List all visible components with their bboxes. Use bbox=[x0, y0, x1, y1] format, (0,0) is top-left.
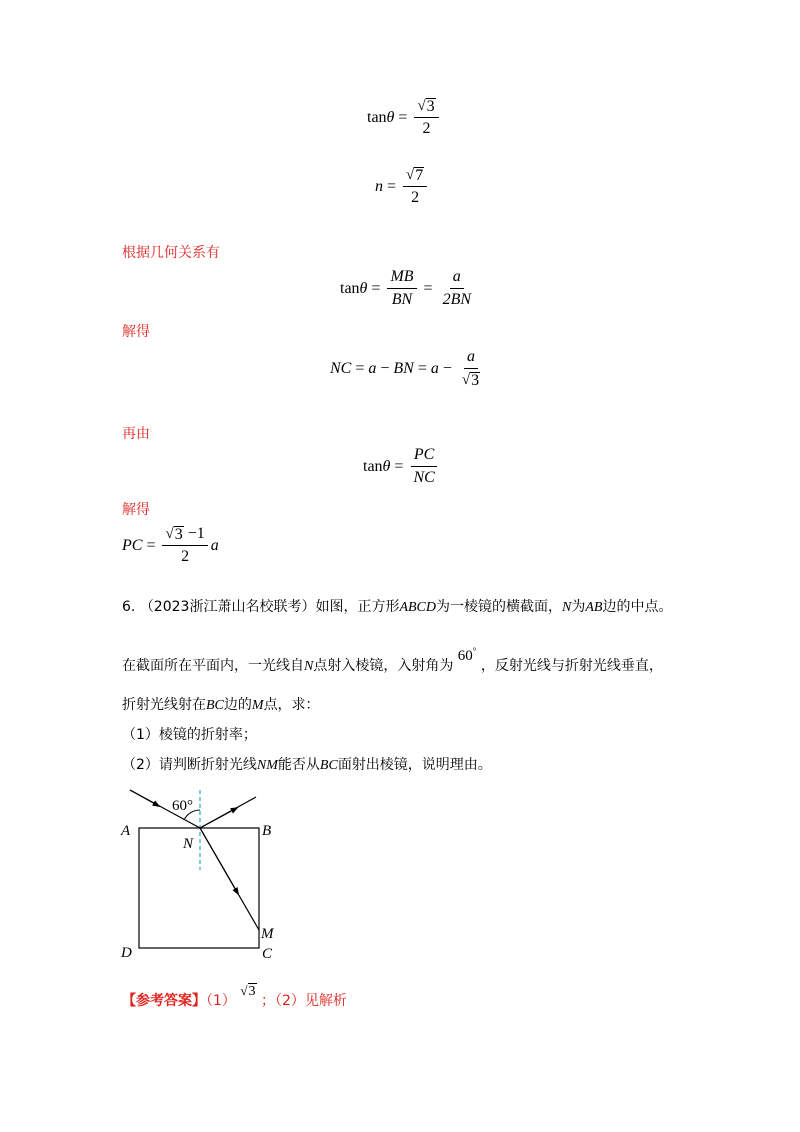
problem-number: 6. bbox=[122, 599, 136, 615]
label-m: M bbox=[261, 926, 274, 942]
var-abcd: ABCD bbox=[399, 600, 437, 615]
radicand: 7 bbox=[415, 167, 424, 184]
eq-theta: θ bbox=[386, 108, 395, 126]
text: （2）请判断折射光线 bbox=[122, 757, 257, 773]
radicand: 3 bbox=[426, 98, 435, 115]
fraction: √ 3 2 bbox=[414, 97, 438, 138]
equation-tan-pc-nc: tan θ = $\frac{PC}{NC}$ bbox=[363, 446, 441, 487]
label-b: B bbox=[262, 823, 272, 839]
question-2 bbox=[122, 755, 722, 776]
equation-n bbox=[375, 166, 430, 207]
radicand: 3 bbox=[471, 372, 480, 389]
answer-tag: 【参考答案】 bbox=[122, 993, 206, 1009]
var-m: M bbox=[251, 698, 264, 713]
denominator: 2BN bbox=[442, 291, 472, 308]
equation-pc: PC = √ 3 −1 2 a bbox=[122, 525, 219, 565]
text: 边的 bbox=[223, 697, 252, 713]
label-d: D bbox=[121, 945, 132, 961]
text: 折射光线射在 bbox=[122, 697, 206, 713]
refracted-arrow bbox=[200, 828, 237, 892]
reflected-arrow bbox=[200, 809, 235, 828]
numerator: PC bbox=[411, 446, 437, 467]
angle-value: 60 bbox=[457, 648, 473, 664]
eq-tan: tan bbox=[340, 279, 360, 297]
degree-symbol: ° bbox=[472, 646, 477, 656]
eq-equals: = bbox=[387, 177, 397, 195]
square-abcd bbox=[139, 828, 259, 948]
fraction bbox=[410, 446, 437, 487]
var-bc: BC bbox=[319, 758, 338, 773]
answer-part-2: （2）见解析 bbox=[274, 993, 347, 1009]
text: 为一棱镜的横截面， bbox=[436, 599, 563, 615]
eq-nc: NC bbox=[330, 359, 352, 377]
radicand: 3 bbox=[174, 526, 183, 543]
label-solve-2: 解得 bbox=[122, 502, 150, 518]
text: ，反射光线与折射光线垂直， bbox=[480, 658, 663, 674]
incident-arrow bbox=[130, 790, 157, 805]
reference-answer bbox=[122, 983, 347, 1010]
eq-a: a bbox=[430, 359, 439, 377]
label-a: A bbox=[121, 823, 131, 839]
eq-equals: = bbox=[398, 108, 408, 126]
radicand: 3 bbox=[248, 984, 256, 999]
eq-a: a bbox=[210, 536, 219, 554]
text: 点，求： bbox=[263, 697, 320, 713]
question-1: （1）棱镜的折射率； bbox=[122, 727, 257, 743]
fraction: a √ 3 bbox=[461, 348, 480, 389]
label-geometry: 根据几何关系有 bbox=[122, 245, 220, 261]
equation-nc: NC = a − BN = a − a √ 3 bbox=[330, 348, 486, 389]
numerator: a bbox=[464, 348, 478, 369]
denominator: NC bbox=[413, 469, 435, 486]
label-again: 再由 bbox=[122, 426, 150, 442]
eq-equals: = bbox=[371, 279, 381, 297]
eq-n: n bbox=[375, 177, 383, 195]
label-n: N bbox=[183, 836, 194, 852]
answer-part-1: （1） bbox=[206, 993, 236, 1009]
numerator: a bbox=[450, 268, 464, 289]
var-n: N bbox=[304, 659, 314, 674]
numerator: MB bbox=[387, 268, 416, 289]
problem-line-2 bbox=[122, 646, 722, 677]
problem-line-3 bbox=[122, 695, 722, 716]
label-angle: 60° bbox=[172, 798, 193, 814]
label-c: C bbox=[262, 946, 273, 962]
var-nm: NM bbox=[256, 758, 278, 773]
text: 如图，正方形 bbox=[315, 599, 400, 615]
denominator: 2 bbox=[422, 120, 431, 137]
denominator: BN bbox=[391, 291, 413, 308]
problem-line-1 bbox=[122, 597, 722, 618]
text: 在截面所在平面内，一光线自 bbox=[122, 658, 304, 674]
numerator-rest: −1 bbox=[183, 525, 205, 542]
equation-tan-theta bbox=[367, 97, 442, 138]
denominator: 2 bbox=[411, 189, 420, 206]
eq-tan: tan bbox=[367, 108, 387, 126]
denominator: 2 bbox=[181, 548, 190, 565]
eq-bn: BN bbox=[393, 359, 414, 377]
var-bc: BC bbox=[206, 698, 224, 713]
eq-a: a bbox=[368, 359, 377, 377]
text: 能否从 bbox=[277, 757, 320, 773]
eq-theta: θ bbox=[359, 279, 368, 297]
fraction bbox=[387, 268, 416, 309]
eq-tan: tan bbox=[363, 457, 383, 475]
eq-equals: = bbox=[423, 279, 433, 297]
fraction: √ 7 2 bbox=[403, 166, 427, 207]
eq-pc: PC bbox=[122, 536, 143, 554]
problem-source: （2023浙江萧山名校联考） bbox=[139, 599, 316, 615]
equation-tan-ratio bbox=[340, 268, 477, 309]
answer-sep: ； bbox=[260, 993, 275, 1009]
var-n: N bbox=[562, 600, 572, 615]
label-solve-1: 解得 bbox=[122, 324, 150, 340]
fraction: √ 3 −1 2 bbox=[162, 525, 207, 566]
fraction bbox=[440, 268, 474, 309]
answer-sqrt: √ 3 bbox=[240, 983, 256, 999]
eq-theta: θ bbox=[382, 457, 391, 475]
text: 为 bbox=[571, 599, 586, 615]
text: 面射出棱镜，说明理由。 bbox=[337, 757, 492, 773]
prism-diagram bbox=[115, 780, 285, 965]
text: 边的中点。 bbox=[602, 599, 673, 615]
text: 点射入棱镜，入射角为 bbox=[313, 658, 454, 674]
var-ab: AB bbox=[585, 600, 603, 615]
